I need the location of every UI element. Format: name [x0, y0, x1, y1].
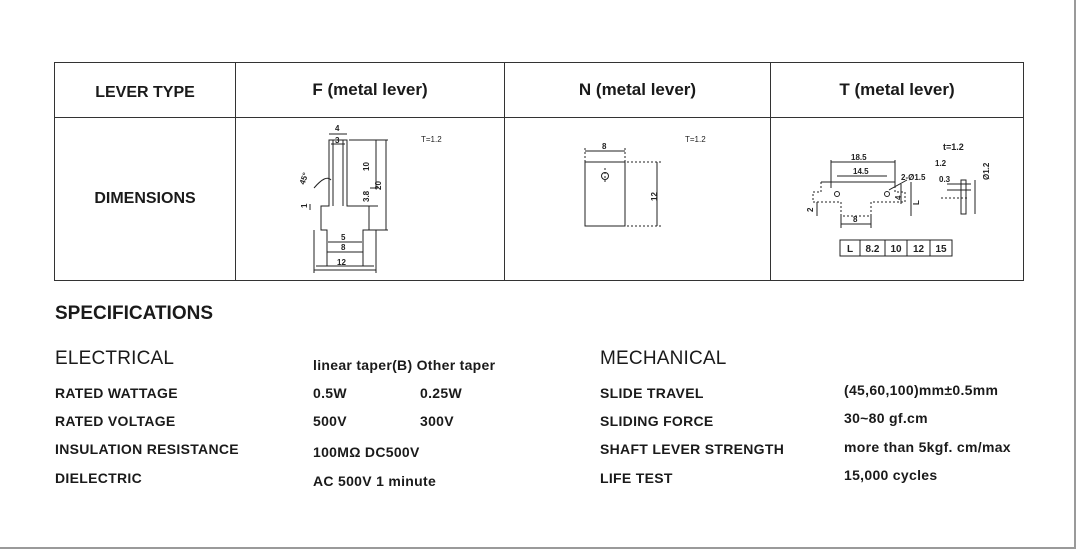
f-dim-5: 5: [341, 233, 346, 242]
n-lever-header: N (metal lever): [505, 63, 771, 118]
f-thickness-label: T=1.2: [421, 135, 442, 144]
t-lever-header: T (metal lever): [771, 63, 1024, 118]
spec-label: DIELECTRIC: [55, 470, 142, 486]
f-dim-10: 10: [362, 162, 371, 171]
spec-value: 100MΩ DC500V: [313, 444, 420, 460]
specifications-title: SPECIFICATIONS: [55, 303, 213, 324]
n-lever-diagram: [505, 118, 771, 280]
spec-value: 0.5W: [313, 385, 347, 401]
t-dim-8: 8: [853, 215, 858, 224]
dimensions-table: [54, 62, 1024, 281]
n-thickness-label: T=1.2: [685, 135, 706, 144]
taper-column-heading: linear taper(B) Other taper: [313, 357, 496, 373]
f-dim-4: 4: [335, 124, 340, 133]
mechanical-heading: MECHANICAL: [600, 348, 727, 369]
f-dim-20: 20: [374, 181, 383, 190]
f-dim-8: 8: [341, 243, 346, 252]
t-dim-4: 4: [894, 195, 903, 200]
spec-value: (45,60,100)mm±0.5mm: [844, 382, 999, 398]
t-dim-phi1-2: Ø1.2: [982, 162, 991, 180]
spec-value: more than 5kgf. cm/max: [844, 439, 1011, 455]
lever-type-header: LEVER TYPE: [55, 63, 236, 118]
spec-value: 30~80 gf.cm: [844, 410, 928, 426]
t-lever-diagram: [771, 118, 1024, 280]
l-table-cell: 15: [935, 244, 947, 255]
l-table-header: L: [846, 244, 854, 255]
n-dim-8: 8: [602, 142, 607, 151]
f-dim-3-8: 3.8: [362, 190, 371, 202]
spec-label: SLIDING FORCE: [600, 413, 714, 429]
spec-value: AC 500V 1 minute: [313, 473, 437, 489]
t-dim-L: L: [912, 200, 921, 205]
spec-label: LIFE TEST: [600, 470, 673, 486]
t-dim-2-phi1-5: 2-Ø1.5: [901, 173, 926, 182]
t-lever-drawing: [771, 118, 1024, 281]
t-dim-14-5: 14.5: [853, 167, 869, 176]
spec-label: RATED WATTAGE: [55, 385, 178, 401]
spec-value: 0.25W: [420, 385, 462, 401]
f-dim-3: 3: [335, 136, 340, 145]
t-dim-18-5: 18.5: [851, 153, 867, 162]
n-dim-12: 12: [650, 192, 659, 201]
t-thickness-label: t=1.2: [943, 142, 964, 152]
f-dim-12: 12: [337, 258, 346, 267]
l-table-cell: 8.2: [865, 244, 880, 255]
spec-value: 300V: [420, 413, 454, 429]
l-table-cell: 12: [912, 244, 925, 255]
f-lever-drawing: [236, 118, 505, 281]
t-dim-0-3: 0.3: [939, 175, 951, 184]
spec-value: 500V: [313, 413, 347, 429]
spec-label: RATED VOLTAGE: [55, 413, 176, 429]
f-dim-45deg: 45°: [297, 171, 311, 186]
f-lever-diagram: [236, 118, 505, 280]
t-dim-1-2: 1.2: [935, 159, 947, 168]
spec-label: SLIDE TRAVEL: [600, 385, 704, 401]
l-table-cell: 10: [890, 244, 902, 255]
spec-label: INSULATION RESISTANCE: [55, 441, 239, 457]
t-dim-2: 2: [806, 207, 815, 212]
f-lever-header: F (metal lever): [236, 63, 505, 118]
spec-label: SHAFT LEVER STRENGTH: [600, 441, 785, 457]
electrical-heading: ELECTRICAL: [55, 348, 175, 369]
f-dim-1: 1: [300, 203, 309, 208]
spec-value: 15,000 cycles: [844, 467, 938, 483]
n-lever-drawing: [505, 118, 771, 281]
dimensions-label: DIMENSIONS: [55, 118, 236, 281]
table-header-row: [55, 63, 1024, 118]
dimensions-row: [55, 118, 1024, 281]
